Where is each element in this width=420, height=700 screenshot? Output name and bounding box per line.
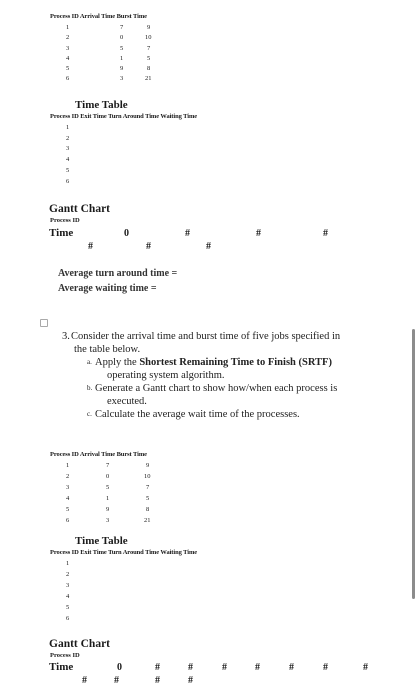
table-cell-burst: 21 — [145, 75, 152, 82]
table-cell-arrival: 9 — [106, 506, 110, 513]
gantt-time-zero: 0 — [124, 228, 129, 239]
time-table-header: Process ID Exit Time Turn Around Time Waiting Time — [50, 549, 198, 556]
table-cell-burst: 10 — [145, 34, 152, 41]
gantt-time-marker: # — [146, 241, 151, 252]
time-table-pid: 5 — [66, 167, 70, 174]
gantt-time-marker: # — [323, 662, 328, 673]
time-table-pid: 4 — [66, 593, 70, 600]
srtf-algorithm-name: Shortest Remaining Time to Finish (SRTF) — [139, 357, 332, 368]
gantt-process-id-label: Process ID — [50, 652, 80, 659]
gantt-time-marker: # — [82, 675, 87, 686]
question-intro: Consider the arrival time and burst time of five jobs specified in — [71, 331, 341, 342]
table-cell-arrival: 1 — [120, 55, 124, 62]
table-cell-burst: 5 — [146, 495, 150, 502]
time-table-pid: 2 — [66, 135, 70, 142]
table-cell-pid: 6 — [66, 75, 70, 82]
time-table-pid: 5 — [66, 604, 70, 611]
table-cell-pid: 4 — [66, 55, 70, 62]
table-cell-burst: 9 — [147, 24, 151, 31]
gantt-time-marker: # — [256, 228, 261, 239]
time-table-header: Process ID Exit Time Turn Around Time Waiting Time — [50, 113, 198, 120]
table-cell-burst: 5 — [147, 55, 151, 62]
time-table-pid: 3 — [66, 145, 70, 152]
table-cell-burst: 7 — [146, 484, 150, 491]
gantt-time-marker: # — [155, 662, 160, 673]
time-table-pid: 1 — [66, 560, 70, 567]
table-cell-pid: 1 — [66, 24, 70, 31]
subpart-b-text-continued: executed. — [107, 396, 147, 407]
table-cell-pid: 5 — [66, 65, 70, 72]
question-number: 3. — [62, 331, 70, 342]
table-cell-arrival: 9 — [120, 65, 124, 72]
time-table-pid: 6 — [66, 178, 70, 185]
subpart-b-marker: b. — [87, 384, 93, 392]
time-table-pid: 1 — [66, 124, 70, 131]
gantt-time-marker: # — [114, 675, 119, 686]
process-table-header: Process ID Arrival Time Burst Time — [50, 451, 147, 458]
table-cell-burst: 8 — [146, 506, 150, 513]
table-cell-pid: 5 — [66, 506, 70, 513]
vertical-scrollbar[interactable] — [412, 329, 415, 599]
gantt-time-marker: # — [255, 662, 260, 673]
gantt-time-marker: # — [188, 662, 193, 673]
table-cell-arrival: 0 — [120, 34, 124, 41]
gantt-time-marker: # — [188, 675, 193, 686]
gantt-time-marker: # — [363, 662, 368, 673]
process-table-header: Process ID Arrival Time Burst Time — [50, 13, 147, 20]
gantt-time-marker: # — [289, 662, 294, 673]
table-cell-pid: 1 — [66, 462, 70, 469]
gantt-time-label: Time — [49, 227, 74, 239]
average-waiting-label: Average waiting time = — [58, 283, 157, 294]
subpart-a-marker: a. — [87, 358, 92, 366]
gantt-time-label: Time — [49, 661, 74, 673]
question-intro-continued: the table below. — [74, 344, 141, 355]
gantt-time-marker: # — [206, 241, 211, 252]
average-turnaround-label: Average turn around time = — [58, 268, 178, 279]
subpart-a-text-continued: operating system algorithm. — [107, 370, 225, 381]
table-cell-pid: 4 — [66, 495, 70, 502]
table-cell-pid: 3 — [66, 45, 70, 52]
time-table-title: Time Table — [75, 99, 128, 111]
gantt-chart-title: Gantt Chart — [49, 638, 111, 650]
gantt-time-marker: # — [323, 228, 328, 239]
time-table-title: Time Table — [75, 535, 128, 547]
gantt-time-marker: # — [88, 241, 93, 252]
gantt-process-id-label: Process ID — [50, 217, 80, 224]
table-cell-burst: 21 — [144, 517, 151, 524]
table-cell-pid: 6 — [66, 517, 70, 524]
time-table-pid: 4 — [66, 156, 70, 163]
subpart-c-marker: c. — [87, 410, 92, 418]
table-cell-burst: 10 — [144, 473, 151, 480]
gantt-time-zero: 0 — [117, 662, 122, 673]
table-cell-pid: 2 — [66, 34, 70, 41]
table-cell-arrival: 1 — [106, 495, 110, 502]
table-cell-arrival: 7 — [106, 462, 110, 469]
table-cell-arrival: 3 — [120, 75, 124, 82]
table-cell-pid: 3 — [66, 484, 70, 491]
table-cell-arrival: 3 — [106, 517, 110, 524]
table-cell-arrival: 7 — [120, 24, 124, 31]
subpart-b-text: Generate a Gantt chart to show how/when each process is — [95, 383, 338, 394]
subpart-a-prefix: Apply the — [95, 357, 140, 368]
gantt-chart-title: Gantt Chart — [49, 203, 111, 215]
table-cell-pid: 2 — [66, 473, 70, 480]
table-cell-burst: 7 — [147, 45, 151, 52]
time-table-pid: 3 — [66, 582, 70, 589]
gantt-time-marker: # — [185, 228, 190, 239]
gantt-time-marker: # — [222, 662, 227, 673]
table-cell-burst: 8 — [147, 65, 151, 72]
table-cell-arrival: 5 — [106, 484, 110, 491]
time-table-pid: 2 — [66, 571, 70, 578]
table-cell-arrival: 5 — [120, 45, 124, 52]
table-cell-burst: 9 — [146, 462, 150, 469]
gantt-time-marker: # — [155, 675, 160, 686]
table-cell-arrival: 0 — [106, 473, 110, 480]
time-table-pid: 6 — [66, 615, 70, 622]
subpart-c-text: Calculate the average wait time of the processes. — [95, 409, 300, 420]
subpart-a-text — [95, 356, 332, 369]
checkbox[interactable] — [40, 319, 48, 327]
